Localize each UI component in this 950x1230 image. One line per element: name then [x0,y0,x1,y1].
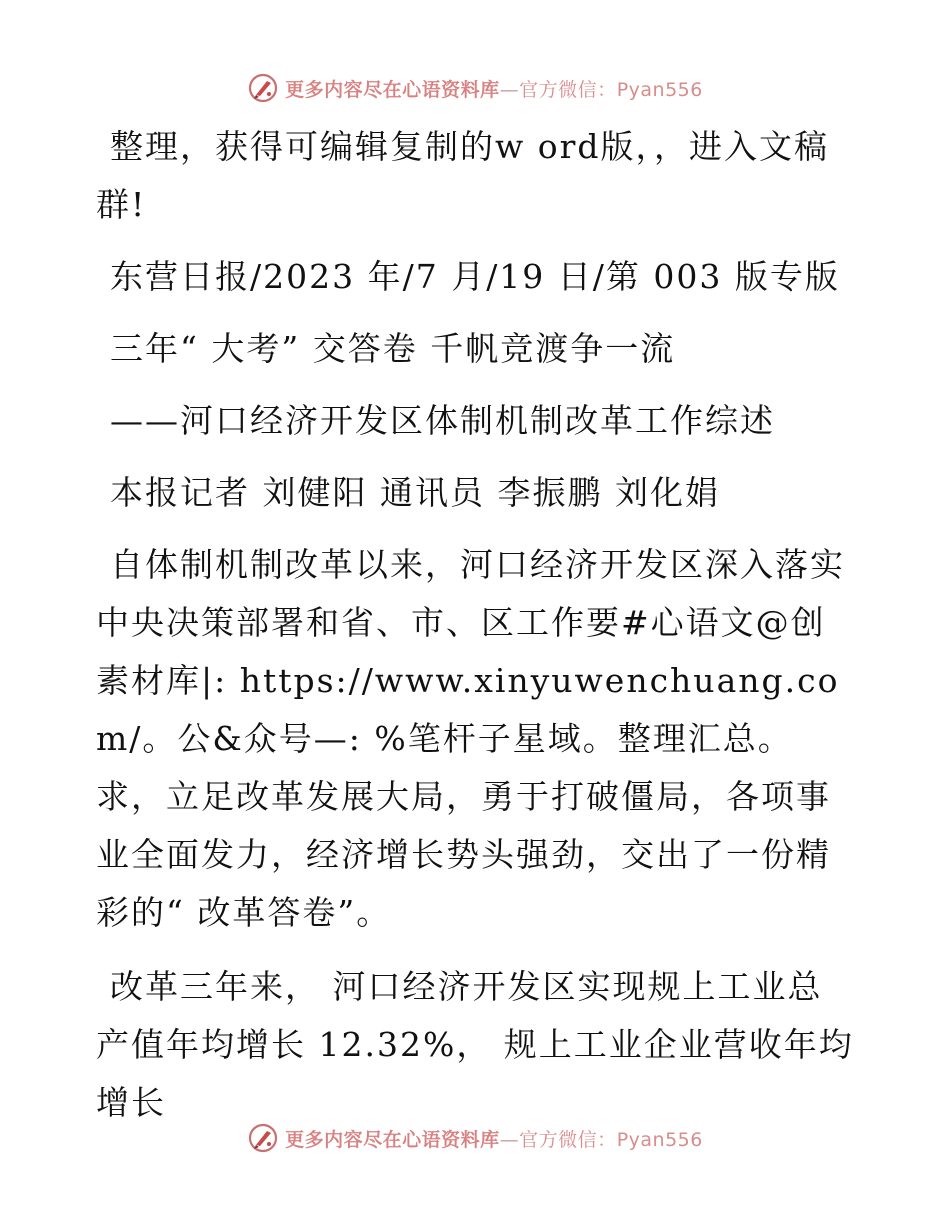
watermark-separator: — [499,78,520,101]
watermark-brand: 更多内容尽在心语资料库 [285,1128,500,1151]
intro-paragraph: 整理，获得可编辑复制的w ord版，，进入文稿群! [96,127,830,224]
header-watermark-text [285,75,703,102]
body-paragraph: 改革三年来， 河口经济开发区实现规上工业总产值年均增长 12.32%， 规上工业企业营收年均增长 [96,967,854,1122]
header-watermark [0,72,950,104]
article-subtitle: ——河口经济开发区体制机制改革工作综述 [110,401,775,440]
body-paragraph: 自体制机制改革以来，河口经济开发区深入落实中央决策部署和省、市、区工作要#心语文@创素材库|: https://www.xinyuwenchuang.com/。公&众号—: %笔杆子星域。整理汇总。求，立足改革发展大局，勇于打破僵局，各项事业全面发力，经济增长势头强劲，交出了一份精彩的“ 改革答卷”。 [96,545,845,932]
watermark-separator: — [499,1128,520,1151]
document-body [96,118,856,1132]
byline: 本报记者 刘健阳 通讯员 李振鹏 刘化娟 [110,473,720,512]
watermark-brand: 更多内容尽在心语资料库 [285,78,500,101]
quill-logo-icon [247,1122,279,1154]
watermark-wechat-label: 官方微信： [519,1128,617,1151]
watermark-wechat-label: 官方微信： [519,78,617,101]
footer-watermark [0,1122,950,1154]
watermark-wechat-id: Pyan556 [616,78,703,101]
watermark-wechat-id: Pyan556 [616,1128,703,1151]
quill-logo-icon [247,72,279,104]
source-line: 东营日报/2023 年/7 月/19 日/第 003 版专版 [110,257,840,296]
footer-watermark-text [285,1125,703,1152]
article-title: 三年“ 大考” 交答卷 千帆竞渡争一流 [110,329,676,368]
